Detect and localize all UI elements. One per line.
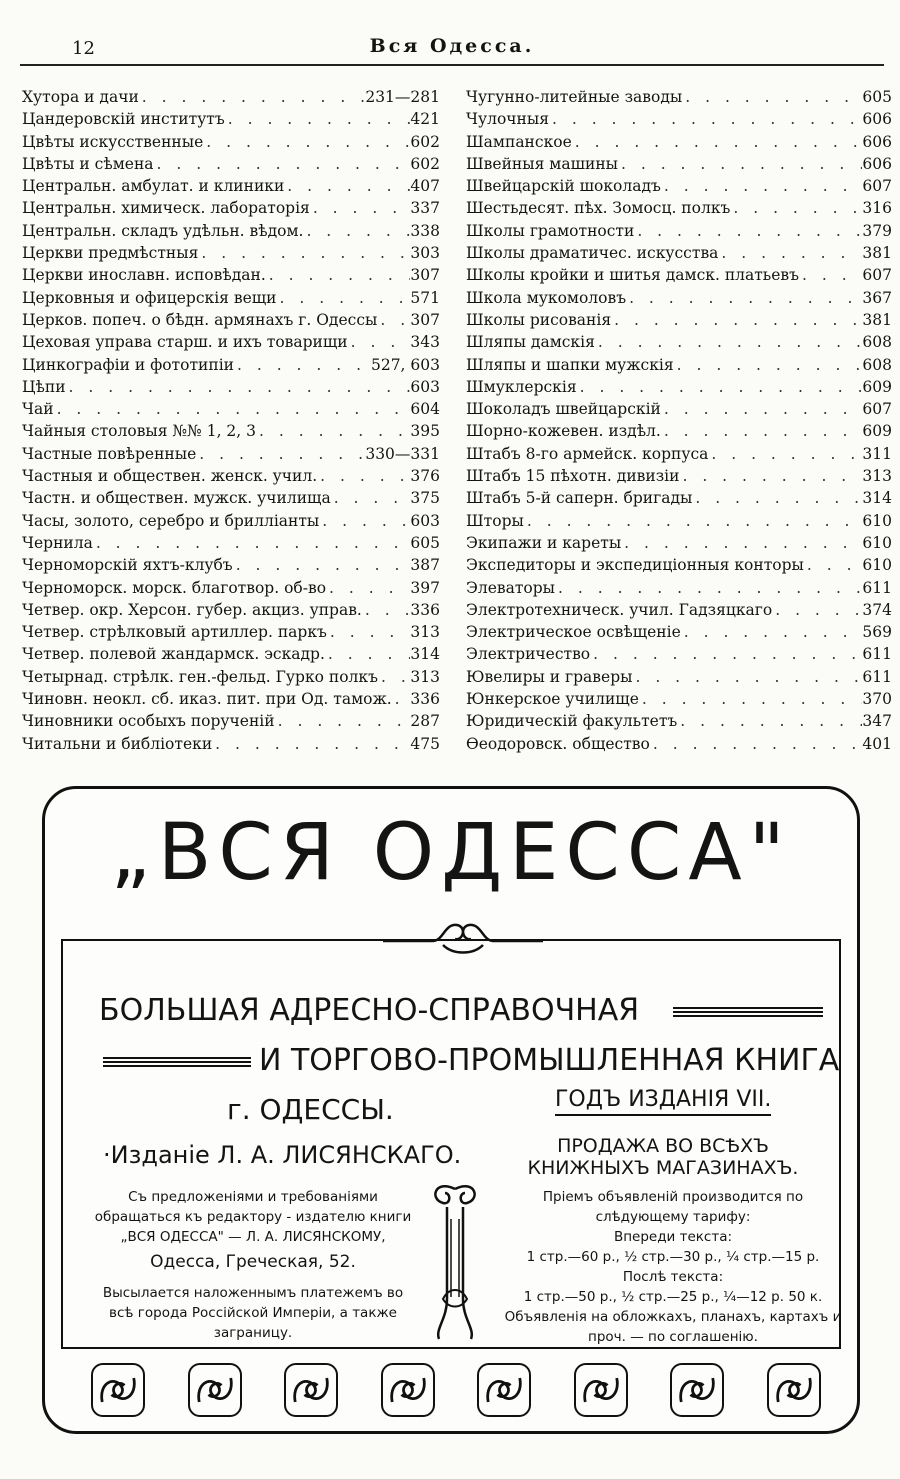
index-entry-leader <box>284 175 410 197</box>
ad-rates-front: 1 стр.—60 р., ½ стр.—30 р., ¼ стр.—15 р. <box>526 1249 820 1265</box>
index-entry-leader <box>661 175 863 197</box>
index-entry-name: Цандеровскiй институтъ <box>22 110 225 129</box>
index-entry-name: Шляпы дамскiя <box>466 333 595 352</box>
ad-rates-note: Объявленiя на обложкахъ, планахъ, картахъ и проч. — по соглашенiю. <box>504 1309 842 1345</box>
advertisement <box>42 786 860 1434</box>
ornament-tile-icon <box>284 1363 338 1417</box>
index-entry-name: Ювелиры и граверы <box>466 667 633 686</box>
index-entry <box>466 643 892 665</box>
index-entry-name: Ѳеодоровск. общество <box>466 734 650 753</box>
index-entry-name: Школы драматичес. искусства <box>466 244 719 263</box>
index-entry-leader <box>730 197 862 219</box>
index-entry <box>22 354 440 376</box>
index-entry-page: 374 <box>862 600 892 619</box>
index-entry-page: 610 <box>862 556 892 575</box>
index-entry <box>466 465 892 487</box>
index-entry <box>22 487 440 509</box>
index-entry-page: 367 <box>862 288 892 307</box>
index-entry <box>22 153 440 175</box>
index-entry-page: 313 <box>862 467 892 486</box>
index-entry-page: 343 <box>410 333 440 352</box>
index-entry-leader <box>198 242 410 264</box>
index-entry-leader <box>327 621 411 643</box>
ornament-tile-icon <box>574 1363 628 1417</box>
index-entry-leader <box>772 599 862 621</box>
index-entry-leader <box>639 688 863 710</box>
page-header <box>20 30 884 66</box>
index-entry-name: Школы рисованiя <box>466 310 612 329</box>
index-entry-name: Юридическiй факультетъ <box>466 712 678 731</box>
index-entry <box>466 420 892 442</box>
index-entry-page: 307 <box>410 266 440 285</box>
index-entry <box>466 599 892 621</box>
index-entry-name: Частн. и обществен. мужск. училища <box>22 489 331 508</box>
index-entry-leader <box>378 666 410 688</box>
ad-rates-intro: Прiемъ объявленiй производится по слѣдующему тарифу: <box>542 1189 804 1225</box>
index-entry-name: Школы грамотности <box>466 221 635 240</box>
index-entry-name: Часы, золото, серебро и брилліанты <box>22 511 320 530</box>
index-entry <box>22 733 440 755</box>
index-entry-name: Центральн. амбулат. и клиники <box>22 177 285 196</box>
ornament-tile-icon <box>188 1363 242 1417</box>
index-entry-name: Шампанское <box>466 132 572 151</box>
index-entry-page: 303 <box>410 244 440 263</box>
tulip-ornament-icon <box>425 1179 485 1347</box>
index-entry-name: Шоколадъ швейцарскiй <box>466 400 661 419</box>
ornament-tile-icon <box>381 1363 435 1417</box>
index-entry-name: Черноморскiй яхтъ-клубъ <box>22 556 233 575</box>
index-entry-name: Электротехническ. учил. Гадзяцкаго <box>466 600 773 619</box>
index-entry-page: 338 <box>410 221 440 240</box>
index-entry-name: Хутора и дачи <box>22 88 139 106</box>
index-entry-leader <box>233 554 411 576</box>
index-entry-name: Шляпы и шапки мужскiя <box>466 355 674 374</box>
index-entry-leader <box>595 331 863 353</box>
index-entry <box>466 577 892 599</box>
index-entry-name: Швейцарскiй шоколадъ <box>466 177 661 196</box>
index-entry-page: 608 <box>862 333 892 352</box>
index-entry-page: 381 <box>862 244 892 263</box>
index-entry <box>22 220 440 242</box>
index-entry-page: 527, 603 <box>370 355 440 374</box>
index-entry-leader <box>650 733 863 755</box>
index-entry-name: Четвер. полевой жандармск. эскадр. <box>22 645 325 664</box>
ornament-tile-icon <box>767 1363 821 1417</box>
index-entry <box>466 175 892 197</box>
index-entry-name: Электричество <box>466 645 591 664</box>
index-entry <box>22 420 440 442</box>
index-entry-leader <box>377 309 410 331</box>
index-entry <box>22 287 440 309</box>
index-entry-name: Центральн. химическ. лабораторiя <box>22 199 310 218</box>
index-entry-leader <box>577 376 863 398</box>
index-entry <box>22 710 440 732</box>
index-entry-leader <box>310 197 411 219</box>
index-entry-name: Цвѣты и сѣмена <box>22 154 154 173</box>
index-entry-name: Штабъ 8-го армейск. корпуса <box>466 444 709 463</box>
index-entry-name: Электрическое освѣщенiе <box>466 623 681 642</box>
index-entry-leader <box>626 287 862 309</box>
index-entry <box>22 510 440 532</box>
index-entry-page: 603 <box>410 511 440 530</box>
index-entry-name: Цѣпи <box>22 377 66 396</box>
index-entry-leader <box>93 532 411 554</box>
index-entry-name: Шмуклерскiя <box>466 377 577 396</box>
ad-contact: Съ предложенiями и требованiями обращаться къ редактору - издателю книги „ВСЯ ОДЕССА" — Л. А. ЛИСЯНСКОМУ, <box>94 1189 412 1245</box>
index-entry-page: 407 <box>410 177 440 196</box>
index-entry-page: 287 <box>410 712 440 731</box>
index-entry-page: 475 <box>410 734 440 753</box>
subject-index <box>0 86 900 766</box>
index-entry-leader <box>661 398 863 420</box>
index-entry-page: 569 <box>862 623 892 642</box>
index-entry-page: 336 <box>410 600 440 619</box>
index-entry <box>22 621 440 643</box>
index-entry-name: Штабъ 5-й саперн. бригады <box>466 489 693 508</box>
index-entry-leader <box>679 465 862 487</box>
index-entry-leader <box>362 599 411 621</box>
decorative-rule <box>103 1057 251 1069</box>
ad-city: г. ОДЕССЫ. <box>227 1093 394 1126</box>
index-entry-leader <box>139 86 366 108</box>
ad-sale-note: ПРОДАЖА ВО ВСѢХЪ КНИЖНЫХЪ МАГАЗИНАХЪ. <box>527 1135 799 1179</box>
index-entry <box>466 220 892 242</box>
index-entry <box>466 264 892 286</box>
index-entry-page: 376 <box>410 467 440 486</box>
index-entry-name: Цеховая управа старш. и ихъ товарищи <box>22 333 348 352</box>
index-entry <box>22 643 440 665</box>
index-entry-leader <box>590 643 862 665</box>
index-entry-name: Чугунно-литейные заводы <box>466 88 683 106</box>
ornament-top-icon <box>383 917 543 957</box>
index-entry <box>22 465 440 487</box>
index-entry-leader <box>621 532 862 554</box>
index-entry <box>22 532 440 554</box>
index-entry-leader <box>392 688 411 710</box>
index-entry <box>22 242 440 264</box>
index-entry <box>22 264 440 286</box>
index-entry-leader <box>555 577 862 599</box>
index-entry-name: Центральн. складъ удѣльн. вѣдом. <box>22 221 304 240</box>
index-entry-leader <box>681 621 863 643</box>
index-entry-page: 605 <box>862 88 892 106</box>
ad-subtitle-line-1: БОЛЬШАЯ АДРЕСНО-СПРАВОЧНАЯ <box>99 993 640 1028</box>
index-entry-page: 607 <box>862 266 892 285</box>
index-entry-leader <box>317 465 410 487</box>
index-entry-name: Частныя и обществен. женск. учил. <box>22 467 318 486</box>
index-entry-name: Четвер. окр. Херсон. губер. акциз. управ. <box>22 600 362 619</box>
index-entry-page: 602 <box>410 154 440 173</box>
index-entry-leader <box>632 666 862 688</box>
index-entry <box>466 86 892 108</box>
index-entry-leader <box>674 354 863 376</box>
index-entry <box>22 376 440 398</box>
index-column-left <box>22 86 440 755</box>
index-entry-page: 387 <box>410 556 440 575</box>
index-entry <box>22 666 440 688</box>
index-column-right <box>466 86 892 755</box>
index-entry <box>22 175 440 197</box>
index-entry-leader <box>66 376 411 398</box>
ad-subtitle-line-2: И ТОРГОВО-ПРОМЫШЛЕННАЯ КНИГА <box>259 1043 840 1078</box>
index-entry-name: Церкви инославн. исповѣдан. <box>22 266 266 285</box>
ad-address: Одесса, Греческая, 52. <box>150 1252 356 1272</box>
index-entry-name: Чиновники особыхъ порученiй <box>22 712 275 731</box>
index-entry-leader <box>303 220 410 242</box>
index-entry-leader <box>634 220 862 242</box>
index-entry-name: Школы кройки и шитья дамск. платьевъ <box>466 266 800 285</box>
index-entry-name: Церкви предмѣстныя <box>22 244 199 263</box>
index-entry-name: Четырнад. стрѣлк. ген.-фельд. Гурко полкъ <box>22 667 378 686</box>
ad-rates-front-label: Впереди текста: <box>613 1229 733 1245</box>
ornament-tile-icon <box>477 1363 531 1417</box>
index-entry-leader <box>212 733 410 755</box>
index-entry-page: 602 <box>410 132 440 151</box>
index-entry-leader <box>549 108 862 130</box>
ornament-tile-icon <box>670 1363 724 1417</box>
index-entry <box>22 108 440 130</box>
ad-publisher: ·Изданiе Л. А. ЛИСЯНСКАГО. <box>103 1141 462 1169</box>
ad-rates-block <box>503 1187 843 1347</box>
index-entry-page: 607 <box>862 177 892 196</box>
index-entry-name: Черноморск. морск. благотвор. об-во <box>22 578 327 597</box>
index-entry-leader <box>319 510 410 532</box>
index-entry <box>466 376 892 398</box>
index-entry-name: Чулочныя <box>466 110 549 129</box>
ad-edition-year: ГОДЪ ИЗДАНIЯ VII. <box>555 1087 771 1116</box>
index-entry-leader <box>266 264 411 286</box>
index-entry-page: 337 <box>410 199 440 218</box>
index-entry-name: Чайныя столовыя №№ 1, 2, 3 <box>22 422 257 441</box>
index-entry <box>466 197 892 219</box>
index-entry-name: Цинкографiи и фототипiи <box>22 355 234 374</box>
index-entry-leader <box>718 242 862 264</box>
index-entry-leader <box>196 443 365 465</box>
index-entry <box>22 688 440 710</box>
index-entry-page: 316 <box>862 199 892 218</box>
index-entry-name: Шестьдесят. пѣх. Зомосц. полкъ <box>466 199 731 218</box>
index-entry-name: Юнкерское училище <box>466 690 639 709</box>
index-entry-page: 608 <box>862 355 892 374</box>
index-entry-leader <box>154 153 411 175</box>
index-entry <box>22 443 440 465</box>
index-entry-leader <box>326 577 410 599</box>
index-entry-page: 397 <box>410 578 440 597</box>
index-entry-name: Экипажи и кареты <box>466 533 622 552</box>
index-entry <box>466 688 892 710</box>
index-entry-page: 395 <box>410 422 440 441</box>
index-entry-leader <box>708 443 862 465</box>
index-entry-page: 231—281 <box>365 88 440 106</box>
index-entry <box>466 443 892 465</box>
index-entry-page: 379 <box>862 221 892 240</box>
index-entry-page: 313 <box>410 623 440 642</box>
index-entry-name: Частные повѣренные <box>22 444 197 463</box>
index-entry-page: 603 <box>410 377 440 396</box>
index-entry <box>466 487 892 509</box>
index-entry <box>466 242 892 264</box>
index-entry-page: 611 <box>862 667 892 686</box>
index-entry <box>466 331 892 353</box>
index-entry <box>466 532 892 554</box>
index-entry-leader <box>348 331 411 353</box>
index-entry-page: 611 <box>862 645 892 664</box>
index-entry-leader <box>618 153 862 175</box>
page-title: Вся Одесса. <box>369 35 535 57</box>
index-entry-page: 421 <box>410 110 440 129</box>
index-entry-name: Церковныя и офицерскiя вещи <box>22 288 277 307</box>
index-entry <box>22 599 440 621</box>
index-entry-page: 606 <box>862 154 892 173</box>
ad-inner-frame <box>61 939 841 1349</box>
index-entry-name: Шорно-кожевен. издѣл. <box>466 422 661 441</box>
index-entry-leader <box>331 487 411 509</box>
index-entry-page: 605 <box>410 533 440 552</box>
index-entry-leader <box>572 131 863 153</box>
index-entry-page: 607 <box>862 400 892 419</box>
index-entry-page: 611 <box>862 578 892 597</box>
index-entry <box>466 354 892 376</box>
index-entry-leader <box>325 643 411 665</box>
index-entry <box>466 108 892 130</box>
index-entry <box>466 131 892 153</box>
index-entry-name: Церков. попеч. о бѣдн. армянахъ г. Одессы <box>22 310 378 329</box>
index-entry-leader <box>804 554 863 576</box>
index-entry-page: 347 <box>862 712 892 731</box>
index-entry-page: 314 <box>410 645 440 664</box>
index-entry <box>466 554 892 576</box>
index-entry-page: 336 <box>410 690 440 709</box>
index-entry-leader <box>677 710 862 732</box>
index-entry-name: Школа мукомоловъ <box>466 288 627 307</box>
index-entry-leader <box>234 354 371 376</box>
index-entry <box>466 287 892 309</box>
index-entry-page: 610 <box>862 533 892 552</box>
index-entry-page: 375 <box>410 489 440 508</box>
index-entry-name: Читальни и библiотеки <box>22 734 213 753</box>
ad-contact-block <box>93 1187 413 1343</box>
index-entry-name: Чиновн. неокл. сб. иказ. пит. при Од. тамож. <box>22 690 392 709</box>
index-entry <box>22 331 440 353</box>
ad-rates-back: 1 стр.—50 р., ½ стр.—25 р., ¼—12 р. 50 к. <box>523 1289 823 1305</box>
index-entry <box>466 710 892 732</box>
page-number: 12 <box>72 38 95 59</box>
index-entry <box>466 621 892 643</box>
index-entry <box>466 666 892 688</box>
index-entry-leader <box>256 420 410 442</box>
index-entry-page: 606 <box>862 132 892 151</box>
index-entry-name: Цвѣты искусственные <box>22 132 204 151</box>
index-entry <box>22 309 440 331</box>
index-entry-page: 314 <box>862 489 892 508</box>
index-entry-leader <box>203 131 410 153</box>
index-entry-leader <box>692 487 862 509</box>
index-entry-name: Чай <box>22 400 54 419</box>
index-entry-page: 609 <box>862 422 892 441</box>
index-entry-page: 330—331 <box>365 444 440 463</box>
index-entry <box>466 309 892 331</box>
index-entry-page: 370 <box>862 690 892 709</box>
index-entry-name: Элеваторы <box>466 578 556 597</box>
index-entry-leader <box>277 287 411 309</box>
index-entry-page: 609 <box>862 377 892 396</box>
ad-title: „ВСЯ ОДЕССА" <box>110 808 792 898</box>
index-entry-leader <box>682 86 862 108</box>
index-entry-name: Чернила <box>22 533 93 552</box>
index-entry-leader <box>524 510 863 532</box>
index-entry <box>466 398 892 420</box>
ad-rates-back-label: Послѣ текста: <box>622 1269 724 1285</box>
index-entry-leader <box>225 108 411 130</box>
index-entry <box>22 577 440 599</box>
ad-shipping: Высылается наложеннымъ платежемъ во всѣ города Россiйской Имперiи, а также заграницу. <box>102 1285 404 1341</box>
index-entry-leader <box>661 420 863 442</box>
index-entry-leader <box>275 710 411 732</box>
index-entry-page: 571 <box>410 288 440 307</box>
index-entry <box>466 510 892 532</box>
index-entry-page: 606 <box>862 110 892 129</box>
index-entry-page: 313 <box>410 667 440 686</box>
index-entry-page: 604 <box>410 400 440 419</box>
index-entry-leader <box>611 309 862 331</box>
index-entry-leader <box>799 264 862 286</box>
index-entry <box>22 398 440 420</box>
index-entry-name: Четвер. стрѣлковый артиллер. паркъ <box>22 623 327 642</box>
ornament-tile-row <box>91 1363 821 1421</box>
index-entry-name: Шторы <box>466 511 524 530</box>
index-entry-page: 307 <box>410 310 440 329</box>
index-entry <box>466 733 892 755</box>
index-entry-page: 401 <box>862 734 892 753</box>
index-entry-name: Швейныя машины <box>466 154 618 173</box>
index-entry-page: 381 <box>862 310 892 329</box>
index-entry <box>22 554 440 576</box>
decorative-rule <box>673 1007 823 1019</box>
index-entry <box>466 153 892 175</box>
index-entry-leader <box>54 398 411 420</box>
index-entry <box>22 86 440 108</box>
index-entry-page: 311 <box>862 444 892 463</box>
index-entry <box>22 197 440 219</box>
index-entry-name: Экспедиторы и экспедицiонныя конторы <box>466 556 804 575</box>
index-entry-name: Штабъ 15 пѣхотн. дивизiи <box>466 467 680 486</box>
index-entry-page: 610 <box>862 511 892 530</box>
index-entry <box>22 131 440 153</box>
ornament-tile-icon <box>91 1363 145 1417</box>
